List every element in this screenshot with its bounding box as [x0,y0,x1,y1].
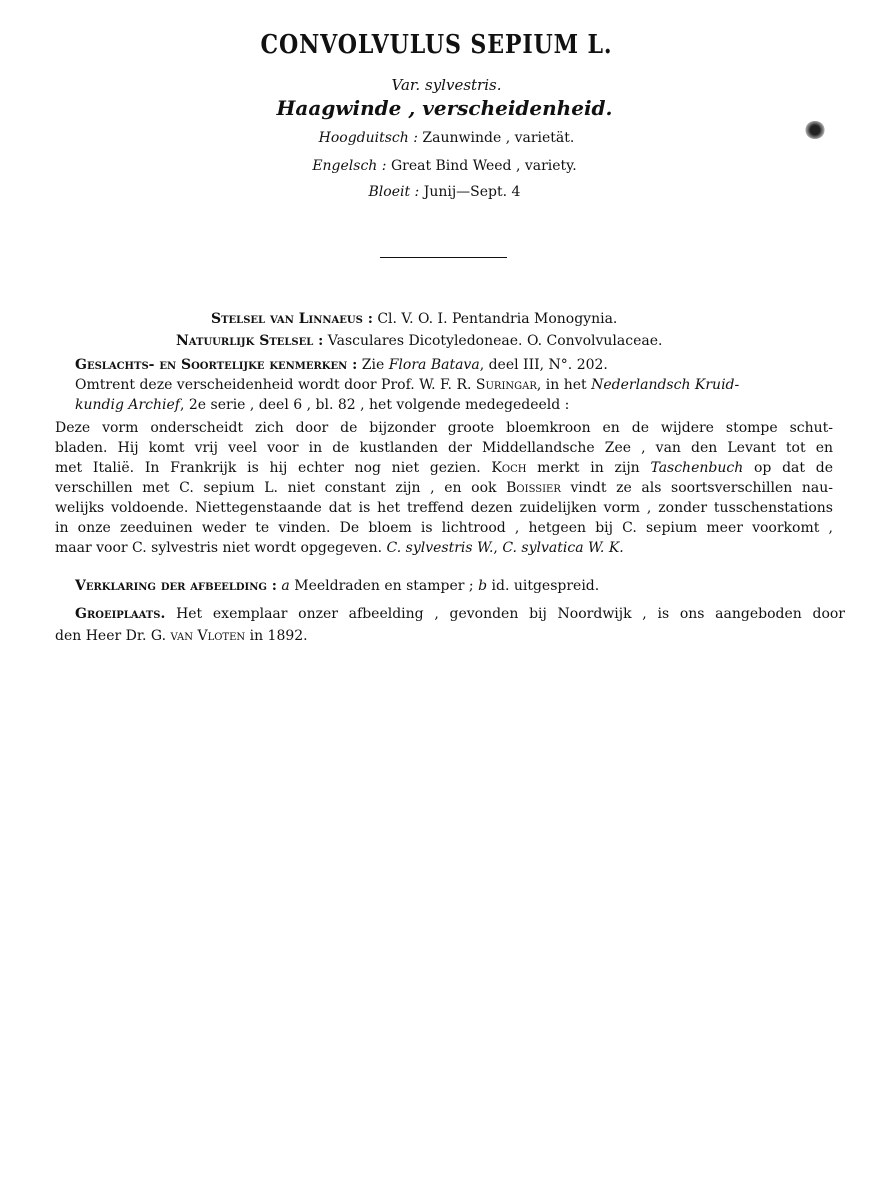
habitat-text-1: Het exemplaar onzer afbeelding , gevonden bij Noordwijk , is ons aangeboden door [176,606,846,622]
english-label: Engelsch : [312,158,387,174]
omtrent-paragraph [75,375,850,415]
habitat-line-2 [55,625,845,647]
dutch-name: Haagwinde , verscheidenheid. [276,96,613,120]
synonym-1: C. sylvestris W. [386,540,494,556]
genus-value-pre: Zie [361,357,385,373]
desc-line: Deze vorm onderscheidt zich door de bijzonder groote bloemkroon en de wijdere stompe schut- [55,420,833,436]
explanation-a: a [281,578,290,594]
explanation-a-text: Meeldraden en stamper ; [294,578,474,594]
habitat-label: Groeiplaats. [75,606,166,622]
variety-prefix: Var. [391,76,421,94]
linnaeus-value: Cl. V. O. I. Pentandria Monogynia. [377,311,618,327]
desc-line [55,458,833,478]
english-line [8,158,873,174]
bloom-label: Bloeit : [368,184,420,200]
desc-text: maar voor C. sylvestris niet wordt opgegeven. [55,540,383,556]
german-line [10,130,873,146]
german-label: Hoogduitsch : [318,130,418,146]
koch-name: Koch [491,460,527,476]
omtrent-line-2 [75,395,850,415]
omtrent-text-1: Omtrent deze verscheidenheid wordt door Prof. W. F. R. [75,377,472,393]
natural-system-line [176,331,662,351]
german-name: Zaunwinde , varietät. [422,130,575,146]
habitat-name: van Vloten [170,628,246,644]
divider-rule [380,257,507,258]
boissier-name: Boissier [506,480,561,496]
habitat-text-2a: den Heer Dr. G. [55,628,167,644]
boissier-end: vindt ze als soortsverschillen nau- [570,480,833,496]
habitat-paragraph [55,603,845,647]
koch-text: merkt in zijn [537,460,640,476]
desc-line [55,478,833,498]
variety-line [10,76,873,94]
linnaeus-label: Stelsel van Linnaeus : [211,311,373,327]
synonym-separator: , [493,540,498,556]
explanation-b: b [478,578,488,594]
omtrent-name: Suringar [475,377,537,393]
linnaeus-line [211,309,617,329]
genus-line [75,355,608,375]
genus-label: Geslachts- en Soortelijke kenmerken : [75,357,358,373]
natural-value: Vasculares Dicotyledoneae. O. Convolvulaceae. [327,333,663,349]
desc-line [55,538,833,558]
desc-text: met Italië. In Frankrijk is hij echter nog niet gezien. [55,460,481,476]
genus-value-italic: Flora Batava [388,357,480,373]
page-title: CONVOLVULUS SEPIUM L. [260,30,613,60]
variety-name: sylvestris. [425,76,502,94]
omtrent-text-3: , 2e serie , deel 6 , bl. 82 , het volgende medegedeeld : [179,397,570,413]
omtrent-line-1 [75,375,850,395]
desc-text: verschillen met C. sepium L. niet constant zijn , en ook [55,480,497,496]
explanation-label: Verklaring der afbeelding : [75,578,277,594]
bloom-line [8,184,873,200]
ink-spot [805,121,825,139]
omtrent-italic-2: kundig Archief [75,397,180,413]
koch-book: Taschenbuch [650,460,744,476]
omtrent-text-2: , in het [536,377,587,393]
genus-value-post: , deel III, N°. 202. [479,357,608,373]
desc-line: bladen. Hij komt vrij veel voor in de kustlanden der Middellandsche Zee , van den Levant tot en [55,440,833,456]
description-paragraph [55,418,833,558]
omtrent-italic-1: Nederlandsch Kruid- [591,377,740,393]
natural-label: Natuurlijk Stelsel : [176,333,324,349]
desc-line: in onze zeeduinen weder te vinden. De bloem is lichtrood , hetgeen bij C. sepium meer voorkomt , [55,520,833,536]
english-name: Great Bind Weed , variety. [390,158,577,174]
habitat-line-1 [55,603,845,625]
desc-line: welijks voldoende. Niettegenstaande dat is het treffend dezen zuidelijken vorm , zonder tusschenstations [55,500,833,516]
synonym-2: C. sylvatica W. K. [502,540,624,556]
explanation-b-text: id. uitgespreid. [491,578,600,594]
koch-end: op dat de [753,460,833,476]
habitat-text-2b: in 1892. [249,628,308,644]
bloom-value: Junij—Sept. 4 [423,184,521,200]
explanation-line [75,578,599,594]
